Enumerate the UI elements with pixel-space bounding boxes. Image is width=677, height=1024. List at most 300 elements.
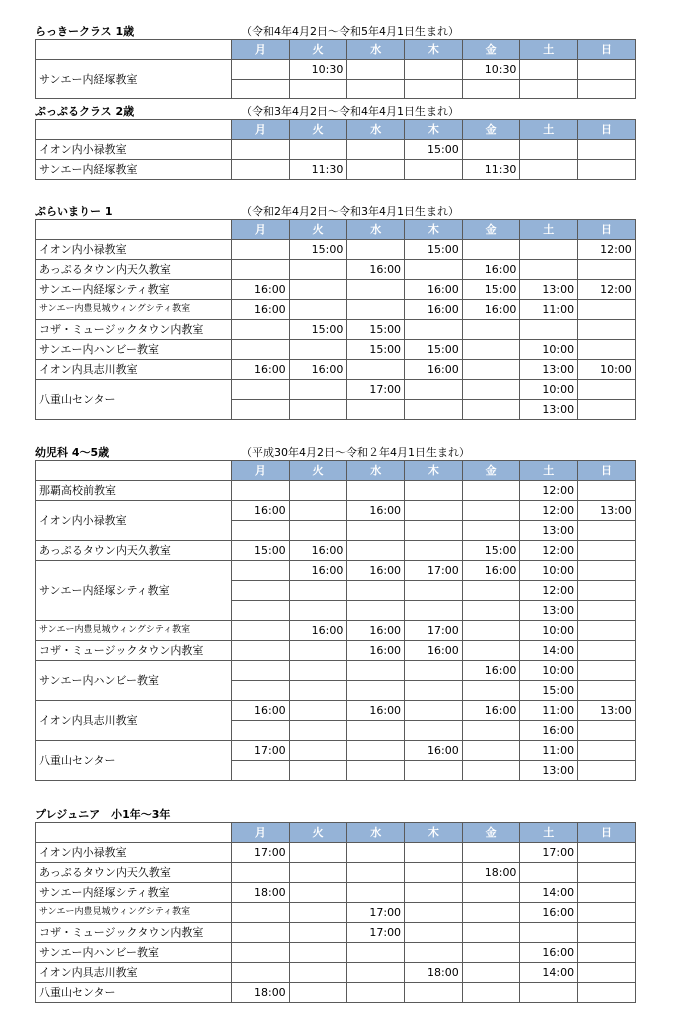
time-cell: 18:00 bbox=[232, 983, 290, 1003]
day-header: 月 bbox=[232, 220, 290, 240]
table-row bbox=[36, 983, 636, 1003]
time-cell bbox=[462, 641, 520, 661]
time-cell bbox=[462, 741, 520, 761]
time-cell bbox=[405, 923, 463, 943]
time-cell bbox=[289, 983, 347, 1003]
time-cell bbox=[578, 340, 636, 360]
time-cell bbox=[520, 80, 578, 99]
day-header: 日 bbox=[578, 461, 636, 481]
time-cell: 12:00 bbox=[578, 240, 636, 260]
time-cell bbox=[405, 601, 463, 621]
time-cell: 15:00 bbox=[405, 140, 463, 160]
time-cell bbox=[578, 883, 636, 903]
time-cell bbox=[232, 561, 290, 581]
time-cell: 16:00 bbox=[347, 621, 405, 641]
time-cell bbox=[520, 983, 578, 1003]
day-header: 水 bbox=[347, 823, 405, 843]
table-row bbox=[36, 561, 636, 581]
time-cell: 11:00 bbox=[520, 701, 578, 721]
time-cell: 12:00 bbox=[520, 501, 578, 521]
time-cell bbox=[289, 963, 347, 983]
section-header bbox=[35, 804, 635, 822]
time-cell bbox=[520, 160, 578, 180]
schedule-table bbox=[35, 219, 636, 420]
day-header: 日 bbox=[578, 40, 636, 60]
table-row bbox=[36, 963, 636, 983]
section-subtitle: （令和3年4月2日～令和4年4月1日生まれ） bbox=[241, 105, 459, 118]
time-cell bbox=[405, 761, 463, 781]
classroom-name: コザ・ミュージックタウン内教室 bbox=[36, 923, 232, 943]
classroom-name: サンエー内経塚教室 bbox=[36, 160, 232, 180]
time-cell: 17:00 bbox=[347, 903, 405, 923]
time-cell bbox=[462, 843, 520, 863]
time-cell: 16:00 bbox=[520, 721, 578, 741]
day-header-row bbox=[36, 120, 636, 140]
table-row bbox=[36, 863, 636, 883]
classroom-name: イオン内具志川教室 bbox=[36, 701, 232, 741]
time-cell bbox=[578, 80, 636, 99]
time-cell bbox=[347, 983, 405, 1003]
day-header-row bbox=[36, 220, 636, 240]
time-cell bbox=[232, 80, 290, 99]
time-cell: 16:00 bbox=[347, 260, 405, 280]
time-cell bbox=[289, 883, 347, 903]
time-cell: 17:00 bbox=[405, 621, 463, 641]
time-cell bbox=[578, 943, 636, 963]
time-cell bbox=[578, 761, 636, 781]
time-cell bbox=[232, 943, 290, 963]
time-cell bbox=[578, 983, 636, 1003]
time-cell bbox=[462, 481, 520, 501]
day-header: 水 bbox=[347, 40, 405, 60]
day-header: 火 bbox=[289, 823, 347, 843]
time-cell bbox=[289, 661, 347, 681]
time-cell bbox=[578, 260, 636, 280]
time-cell: 12:00 bbox=[578, 280, 636, 300]
table-row bbox=[36, 240, 636, 260]
section-title: ぷっぷるクラス 2歳 bbox=[35, 105, 135, 118]
time-cell: 16:00 bbox=[289, 561, 347, 581]
time-cell bbox=[347, 601, 405, 621]
section-header bbox=[35, 101, 635, 119]
time-cell: 16:00 bbox=[405, 741, 463, 761]
time-cell bbox=[405, 380, 463, 400]
time-cell bbox=[232, 963, 290, 983]
time-cell bbox=[462, 320, 520, 340]
section-title: ぷらいまりー 1 bbox=[35, 205, 113, 218]
day-header: 火 bbox=[289, 220, 347, 240]
day-header-row bbox=[36, 461, 636, 481]
classroom-name: 那覇高校前教室 bbox=[36, 481, 232, 501]
time-cell bbox=[578, 923, 636, 943]
time-cell bbox=[289, 601, 347, 621]
time-cell: 10:00 bbox=[520, 561, 578, 581]
time-cell bbox=[232, 481, 290, 501]
classroom-name: サンエー内経塚シティ教室 bbox=[36, 561, 232, 621]
time-cell bbox=[232, 400, 290, 420]
time-cell bbox=[347, 721, 405, 741]
time-cell bbox=[578, 60, 636, 80]
time-cell bbox=[232, 721, 290, 741]
time-cell bbox=[232, 240, 290, 260]
time-cell bbox=[347, 741, 405, 761]
table-row bbox=[36, 160, 636, 180]
time-cell: 16:00 bbox=[520, 903, 578, 923]
section-title: プレジュニア 小1年～3年 bbox=[35, 808, 171, 821]
time-cell: 12:00 bbox=[520, 541, 578, 561]
time-cell: 10:00 bbox=[578, 360, 636, 380]
time-cell: 16:00 bbox=[405, 300, 463, 320]
time-cell bbox=[289, 501, 347, 521]
time-cell bbox=[462, 923, 520, 943]
day-header: 月 bbox=[232, 823, 290, 843]
time-cell bbox=[232, 641, 290, 661]
time-cell bbox=[347, 140, 405, 160]
classroom-name: あっぷるタウン内天久教室 bbox=[36, 863, 232, 883]
time-cell bbox=[578, 541, 636, 561]
time-cell: 16:00 bbox=[462, 300, 520, 320]
day-header: 日 bbox=[578, 120, 636, 140]
time-cell bbox=[462, 340, 520, 360]
day-header: 金 bbox=[462, 220, 520, 240]
time-cell bbox=[289, 923, 347, 943]
table-row bbox=[36, 741, 636, 761]
time-cell bbox=[289, 681, 347, 701]
time-cell bbox=[289, 300, 347, 320]
time-cell bbox=[232, 260, 290, 280]
time-cell: 12:00 bbox=[520, 481, 578, 501]
time-cell bbox=[462, 501, 520, 521]
classroom-name: コザ・ミュージックタウン内教室 bbox=[36, 320, 232, 340]
time-cell: 14:00 bbox=[520, 883, 578, 903]
time-cell: 10:30 bbox=[462, 60, 520, 80]
time-cell bbox=[347, 541, 405, 561]
day-header: 火 bbox=[289, 120, 347, 140]
time-cell: 16:00 bbox=[232, 280, 290, 300]
table-row bbox=[36, 340, 636, 360]
table-row bbox=[36, 943, 636, 963]
time-cell bbox=[232, 621, 290, 641]
time-cell bbox=[232, 903, 290, 923]
time-cell: 13:00 bbox=[520, 761, 578, 781]
section-youjika bbox=[35, 442, 635, 781]
time-cell bbox=[289, 721, 347, 741]
time-cell: 16:00 bbox=[462, 561, 520, 581]
time-cell: 11:30 bbox=[462, 160, 520, 180]
time-cell: 16:00 bbox=[347, 561, 405, 581]
time-cell bbox=[462, 80, 520, 99]
section-subtitle: （令和4年4月2日～令和5年4月1日生まれ） bbox=[241, 25, 459, 38]
day-header: 土 bbox=[520, 461, 578, 481]
time-cell bbox=[405, 160, 463, 180]
time-cell bbox=[347, 60, 405, 80]
time-cell bbox=[520, 923, 578, 943]
day-header: 木 bbox=[405, 120, 463, 140]
time-cell bbox=[578, 863, 636, 883]
classroom-name: イオン内具志川教室 bbox=[36, 963, 232, 983]
time-cell: 13:00 bbox=[520, 521, 578, 541]
day-header: 土 bbox=[520, 40, 578, 60]
section-prejunior bbox=[35, 804, 635, 1003]
table-row bbox=[36, 300, 636, 320]
time-cell bbox=[462, 721, 520, 741]
time-cell bbox=[347, 963, 405, 983]
time-cell bbox=[578, 300, 636, 320]
time-cell bbox=[289, 843, 347, 863]
time-cell bbox=[520, 140, 578, 160]
time-cell bbox=[578, 581, 636, 601]
time-cell bbox=[347, 240, 405, 260]
time-cell bbox=[578, 721, 636, 741]
time-cell bbox=[462, 360, 520, 380]
time-cell bbox=[232, 340, 290, 360]
day-header: 月 bbox=[232, 120, 290, 140]
time-cell bbox=[347, 843, 405, 863]
header-corner bbox=[36, 823, 232, 843]
time-cell bbox=[405, 60, 463, 80]
time-cell bbox=[405, 843, 463, 863]
time-cell bbox=[289, 260, 347, 280]
time-cell: 15:00 bbox=[289, 320, 347, 340]
time-cell: 16:00 bbox=[405, 641, 463, 661]
time-cell: 17:00 bbox=[347, 380, 405, 400]
time-cell bbox=[578, 843, 636, 863]
time-cell: 10:00 bbox=[520, 661, 578, 681]
classroom-name: サンエー内経塚教室 bbox=[36, 60, 232, 99]
day-header: 火 bbox=[289, 40, 347, 60]
time-cell bbox=[347, 661, 405, 681]
time-cell bbox=[462, 963, 520, 983]
time-cell bbox=[462, 681, 520, 701]
time-cell bbox=[347, 360, 405, 380]
time-cell bbox=[405, 521, 463, 541]
day-header: 金 bbox=[462, 461, 520, 481]
time-cell bbox=[405, 661, 463, 681]
time-cell bbox=[578, 481, 636, 501]
time-cell bbox=[289, 581, 347, 601]
time-cell: 17:00 bbox=[232, 843, 290, 863]
time-cell: 10:00 bbox=[520, 380, 578, 400]
classroom-name: サンエー内ハンビー教室 bbox=[36, 661, 232, 701]
time-cell bbox=[405, 863, 463, 883]
time-cell bbox=[289, 741, 347, 761]
time-cell bbox=[578, 681, 636, 701]
time-cell: 16:00 bbox=[232, 360, 290, 380]
classroom-name: コザ・ミュージックタウン内教室 bbox=[36, 641, 232, 661]
schedule-table bbox=[35, 39, 636, 99]
time-cell: 16:00 bbox=[232, 501, 290, 521]
classroom-name: サンエー内ハンビー教室 bbox=[36, 340, 232, 360]
time-cell: 13:00 bbox=[520, 400, 578, 420]
classroom-name: サンエー内ハンビー教室 bbox=[36, 943, 232, 963]
time-cell: 16:00 bbox=[232, 701, 290, 721]
time-cell: 16:00 bbox=[289, 541, 347, 561]
time-cell bbox=[347, 160, 405, 180]
day-header: 土 bbox=[520, 120, 578, 140]
time-cell bbox=[578, 741, 636, 761]
time-cell: 10:00 bbox=[520, 340, 578, 360]
day-header: 水 bbox=[347, 220, 405, 240]
day-header: 木 bbox=[405, 220, 463, 240]
time-cell bbox=[289, 641, 347, 661]
time-cell: 16:00 bbox=[289, 360, 347, 380]
classroom-name: 八重山センター bbox=[36, 983, 232, 1003]
day-header: 土 bbox=[520, 220, 578, 240]
classroom-name: 八重山センター bbox=[36, 380, 232, 420]
table-row bbox=[36, 661, 636, 681]
section-subtitle: （令和2年4月2日～令和3年4月1日生まれ） bbox=[241, 205, 459, 218]
time-cell: 16:00 bbox=[405, 360, 463, 380]
time-cell: 16:00 bbox=[405, 280, 463, 300]
time-cell: 13:00 bbox=[520, 360, 578, 380]
time-cell bbox=[405, 883, 463, 903]
time-cell bbox=[232, 380, 290, 400]
table-row bbox=[36, 843, 636, 863]
time-cell bbox=[520, 863, 578, 883]
header-corner bbox=[36, 120, 232, 140]
time-cell bbox=[462, 240, 520, 260]
time-cell bbox=[347, 481, 405, 501]
classroom-name: あっぷるタウン内天久教室 bbox=[36, 260, 232, 280]
time-cell: 15:00 bbox=[347, 340, 405, 360]
time-cell bbox=[232, 160, 290, 180]
time-cell: 13:00 bbox=[578, 501, 636, 521]
time-cell bbox=[462, 601, 520, 621]
time-cell: 15:00 bbox=[462, 541, 520, 561]
time-cell bbox=[289, 903, 347, 923]
time-cell bbox=[347, 863, 405, 883]
time-cell: 18:00 bbox=[462, 863, 520, 883]
time-cell bbox=[462, 761, 520, 781]
time-cell bbox=[232, 923, 290, 943]
time-cell: 13:00 bbox=[578, 701, 636, 721]
time-cell bbox=[462, 521, 520, 541]
day-header: 日 bbox=[578, 823, 636, 843]
time-cell bbox=[347, 581, 405, 601]
time-cell bbox=[462, 621, 520, 641]
classroom-name: イオン内小禄教室 bbox=[36, 240, 232, 260]
table-row bbox=[36, 60, 636, 80]
time-cell bbox=[289, 943, 347, 963]
time-cell bbox=[578, 140, 636, 160]
table-row bbox=[36, 541, 636, 561]
time-cell bbox=[578, 601, 636, 621]
table-row bbox=[36, 260, 636, 280]
day-header: 水 bbox=[347, 461, 405, 481]
time-cell bbox=[289, 521, 347, 541]
time-cell bbox=[462, 903, 520, 923]
day-header: 金 bbox=[462, 40, 520, 60]
header-corner bbox=[36, 461, 232, 481]
table-row bbox=[36, 923, 636, 943]
time-cell bbox=[405, 501, 463, 521]
classroom-name: イオン内小禄教室 bbox=[36, 140, 232, 160]
time-cell bbox=[347, 761, 405, 781]
time-cell: 13:00 bbox=[520, 280, 578, 300]
time-cell bbox=[462, 983, 520, 1003]
time-cell bbox=[232, 681, 290, 701]
time-cell bbox=[405, 983, 463, 1003]
time-cell bbox=[405, 943, 463, 963]
time-cell bbox=[462, 883, 520, 903]
classroom-name: イオン内小禄教室 bbox=[36, 843, 232, 863]
time-cell bbox=[405, 80, 463, 99]
time-cell bbox=[232, 521, 290, 541]
time-cell bbox=[405, 541, 463, 561]
time-cell bbox=[462, 943, 520, 963]
section-header bbox=[35, 21, 635, 39]
time-cell: 17:00 bbox=[347, 923, 405, 943]
time-cell bbox=[578, 621, 636, 641]
time-cell bbox=[578, 521, 636, 541]
table-row bbox=[36, 621, 636, 641]
time-cell: 15:00 bbox=[405, 340, 463, 360]
time-cell bbox=[232, 761, 290, 781]
time-cell bbox=[232, 601, 290, 621]
time-cell: 15:00 bbox=[520, 681, 578, 701]
time-cell bbox=[578, 160, 636, 180]
classroom-name: サンエー内経塚シティ教室 bbox=[36, 883, 232, 903]
time-cell bbox=[578, 320, 636, 340]
time-cell bbox=[289, 140, 347, 160]
time-cell bbox=[520, 60, 578, 80]
time-cell bbox=[578, 641, 636, 661]
time-cell bbox=[520, 320, 578, 340]
time-cell bbox=[232, 60, 290, 80]
day-header: 月 bbox=[232, 40, 290, 60]
day-header: 水 bbox=[347, 120, 405, 140]
time-cell: 10:30 bbox=[289, 60, 347, 80]
time-cell bbox=[232, 661, 290, 681]
time-cell bbox=[405, 721, 463, 741]
table-row bbox=[36, 380, 636, 400]
time-cell bbox=[462, 140, 520, 160]
section-title: らっきークラス 1歳 bbox=[35, 25, 135, 38]
table-row bbox=[36, 481, 636, 501]
time-cell bbox=[405, 320, 463, 340]
time-cell: 16:00 bbox=[347, 501, 405, 521]
table-row bbox=[36, 320, 636, 340]
time-cell bbox=[347, 521, 405, 541]
time-cell bbox=[232, 863, 290, 883]
table-row bbox=[36, 883, 636, 903]
time-cell bbox=[347, 80, 405, 99]
section-poppuru bbox=[35, 101, 635, 180]
time-cell: 16:00 bbox=[289, 621, 347, 641]
time-cell: 15:00 bbox=[347, 320, 405, 340]
time-cell bbox=[578, 400, 636, 420]
header-corner bbox=[36, 40, 232, 60]
time-cell bbox=[578, 561, 636, 581]
time-cell bbox=[289, 481, 347, 501]
time-cell: 16:00 bbox=[347, 641, 405, 661]
table-row bbox=[36, 701, 636, 721]
time-cell bbox=[232, 320, 290, 340]
time-cell: 14:00 bbox=[520, 641, 578, 661]
time-cell: 17:00 bbox=[520, 843, 578, 863]
time-cell bbox=[232, 581, 290, 601]
time-cell bbox=[347, 300, 405, 320]
day-header: 金 bbox=[462, 823, 520, 843]
time-cell bbox=[289, 400, 347, 420]
classroom-name: サンエー内豊見城ウィングシティ教室 bbox=[36, 621, 232, 641]
time-cell: 18:00 bbox=[232, 883, 290, 903]
day-header: 火 bbox=[289, 461, 347, 481]
time-cell bbox=[520, 260, 578, 280]
time-cell: 16:00 bbox=[232, 300, 290, 320]
classroom-name: サンエー内豊見城ウィングシティ教室 bbox=[36, 903, 232, 923]
section-lucky bbox=[35, 21, 635, 99]
